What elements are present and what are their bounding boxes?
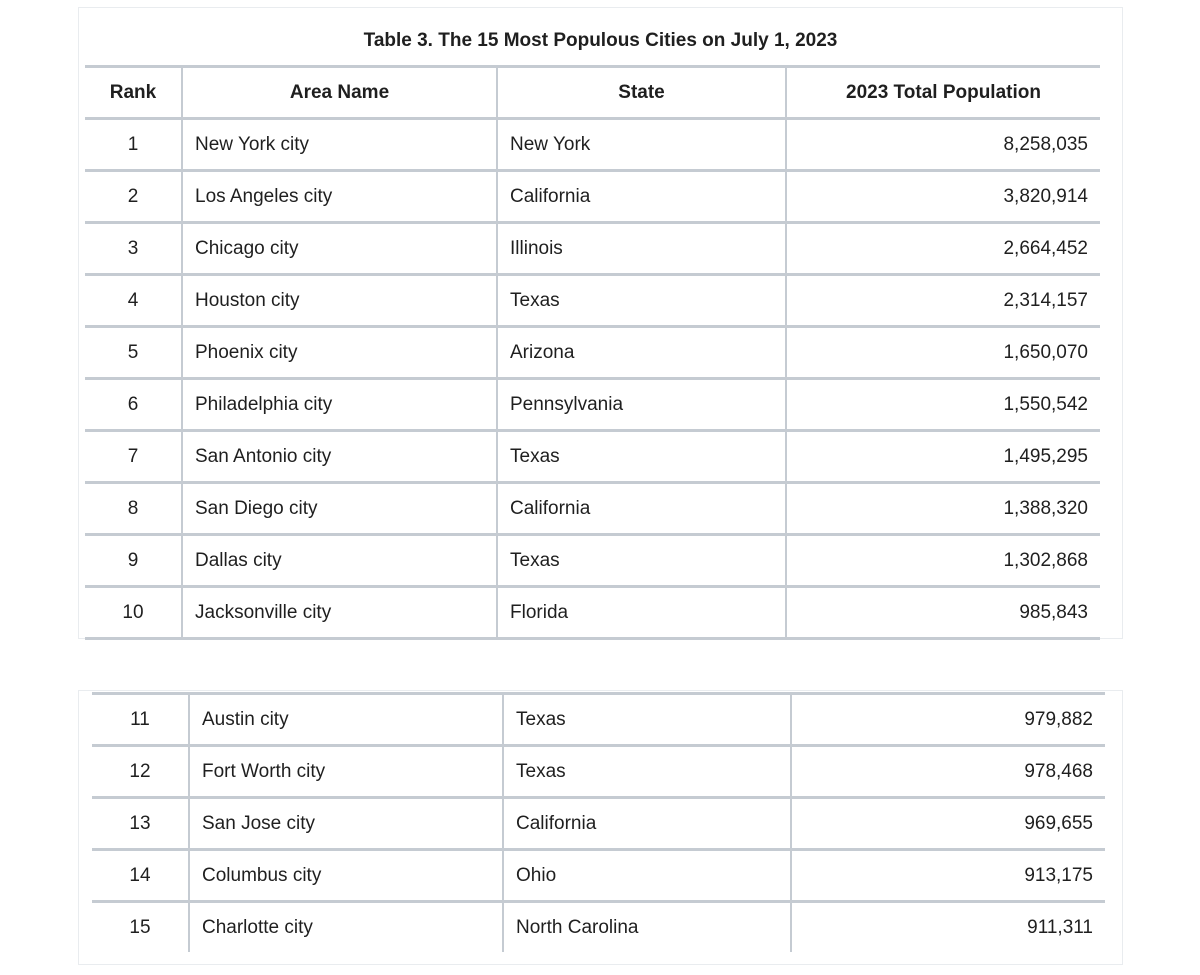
cell-area-name: San Diego city bbox=[182, 483, 497, 535]
cell-state: Texas bbox=[503, 746, 791, 798]
cell-rank: 15 bbox=[129, 916, 151, 938]
cell-state: Texas bbox=[503, 694, 791, 746]
cell-population: 1,650,070 bbox=[786, 327, 1100, 379]
cell-population: 979,882 bbox=[791, 694, 1105, 746]
table-panel-top bbox=[78, 7, 1123, 639]
header-area-name: Area Name bbox=[182, 67, 497, 119]
cell-state: Pennsylvania bbox=[497, 379, 786, 431]
cell-state: North Carolina bbox=[503, 902, 791, 953]
table-row bbox=[85, 483, 1100, 535]
header-rank: Rank bbox=[85, 67, 182, 119]
cell-rank: 4 bbox=[85, 275, 182, 327]
cell-rank: 6 bbox=[85, 379, 182, 431]
cell-population: 8,258,035 bbox=[786, 119, 1100, 171]
cell-rank: 3 bbox=[85, 223, 182, 275]
cell-population: 978,468 bbox=[791, 746, 1105, 798]
cell-population: 3,820,914 bbox=[786, 171, 1100, 223]
cell-state: California bbox=[497, 483, 786, 535]
cell-area-name: Dallas city bbox=[182, 535, 497, 587]
cell-state: New York bbox=[497, 119, 786, 171]
cell-area-name: Chicago city bbox=[182, 223, 497, 275]
cell-population: 969,655 bbox=[791, 798, 1105, 850]
cell-rank: 14 bbox=[92, 850, 189, 902]
cell-state: California bbox=[503, 798, 791, 850]
cell-state: Texas bbox=[497, 535, 786, 587]
cell-state: Texas bbox=[497, 431, 786, 483]
table-row bbox=[92, 798, 1105, 850]
cell-rank: 9 bbox=[85, 535, 182, 587]
cell-area-name: Charlotte city bbox=[189, 902, 503, 953]
cell-state: Texas bbox=[497, 275, 786, 327]
cell-state: Illinois bbox=[497, 223, 786, 275]
cell-area-name: Phoenix city bbox=[182, 327, 497, 379]
cell-population: 1,302,868 bbox=[786, 535, 1100, 587]
cell-state: Florida bbox=[497, 587, 786, 639]
table-row bbox=[92, 694, 1105, 746]
cell-population: 1,388,320 bbox=[786, 483, 1100, 535]
table-row bbox=[92, 902, 1105, 953]
cell-state: Arizona bbox=[497, 327, 786, 379]
table-row bbox=[85, 587, 1100, 639]
cell-rank: 10 bbox=[85, 587, 182, 639]
cell-rank: 8 bbox=[85, 483, 182, 535]
cell-population: 911,311 bbox=[791, 902, 1105, 953]
cell-rank: 11 bbox=[92, 694, 189, 746]
cell-rank: 7 bbox=[85, 431, 182, 483]
table-row bbox=[85, 535, 1100, 587]
cell-rank: 1 bbox=[85, 119, 182, 171]
table-row bbox=[85, 275, 1100, 327]
cell-area-name: San Antonio city bbox=[182, 431, 497, 483]
table-header-row bbox=[85, 67, 1100, 119]
cell-rank: 13 bbox=[92, 798, 189, 850]
cell-area-name: Philadelphia city bbox=[182, 379, 497, 431]
cell-state: Ohio bbox=[503, 850, 791, 902]
cell-area-name: Columbus city bbox=[189, 850, 503, 902]
table-title: Table 3. The 15 Most Populous Cities on July 1, 2023 bbox=[363, 30, 838, 51]
cell-area-name: Los Angeles city bbox=[182, 171, 497, 223]
table-row bbox=[85, 223, 1100, 275]
cell-area-name: San Jose city bbox=[189, 798, 503, 850]
population-table-part-1 bbox=[85, 65, 1100, 640]
cell-state: California bbox=[497, 171, 786, 223]
table-row bbox=[92, 850, 1105, 902]
cell-area-name: Jacksonville city bbox=[182, 587, 497, 639]
table-row bbox=[85, 171, 1100, 223]
cell-population: 2,314,157 bbox=[786, 275, 1100, 327]
cell-population: 2,664,452 bbox=[786, 223, 1100, 275]
cell-rank: 12 bbox=[92, 746, 189, 798]
cell-rank: 5 bbox=[85, 327, 182, 379]
cell-area-name: Austin city bbox=[189, 694, 503, 746]
cell-population: 1,550,542 bbox=[786, 379, 1100, 431]
table-row bbox=[85, 119, 1100, 171]
cell-area-name: New York city bbox=[182, 119, 497, 171]
table-panel-bottom bbox=[78, 690, 1123, 965]
table-row bbox=[85, 379, 1100, 431]
cell-population: 985,843 bbox=[786, 587, 1100, 639]
cell-area-name: Houston city bbox=[182, 275, 497, 327]
cell-population: 1,495,295 bbox=[786, 431, 1100, 483]
cell-area-name: Fort Worth city bbox=[189, 746, 503, 798]
table-row bbox=[92, 746, 1105, 798]
table-row bbox=[85, 431, 1100, 483]
header-population: 2023 Total Population bbox=[786, 67, 1100, 119]
header-state: State bbox=[497, 67, 786, 119]
table-row bbox=[85, 327, 1100, 379]
cell-population: 913,175 bbox=[791, 850, 1105, 902]
population-table-part-2 bbox=[92, 692, 1105, 952]
cell-rank: 2 bbox=[85, 171, 182, 223]
